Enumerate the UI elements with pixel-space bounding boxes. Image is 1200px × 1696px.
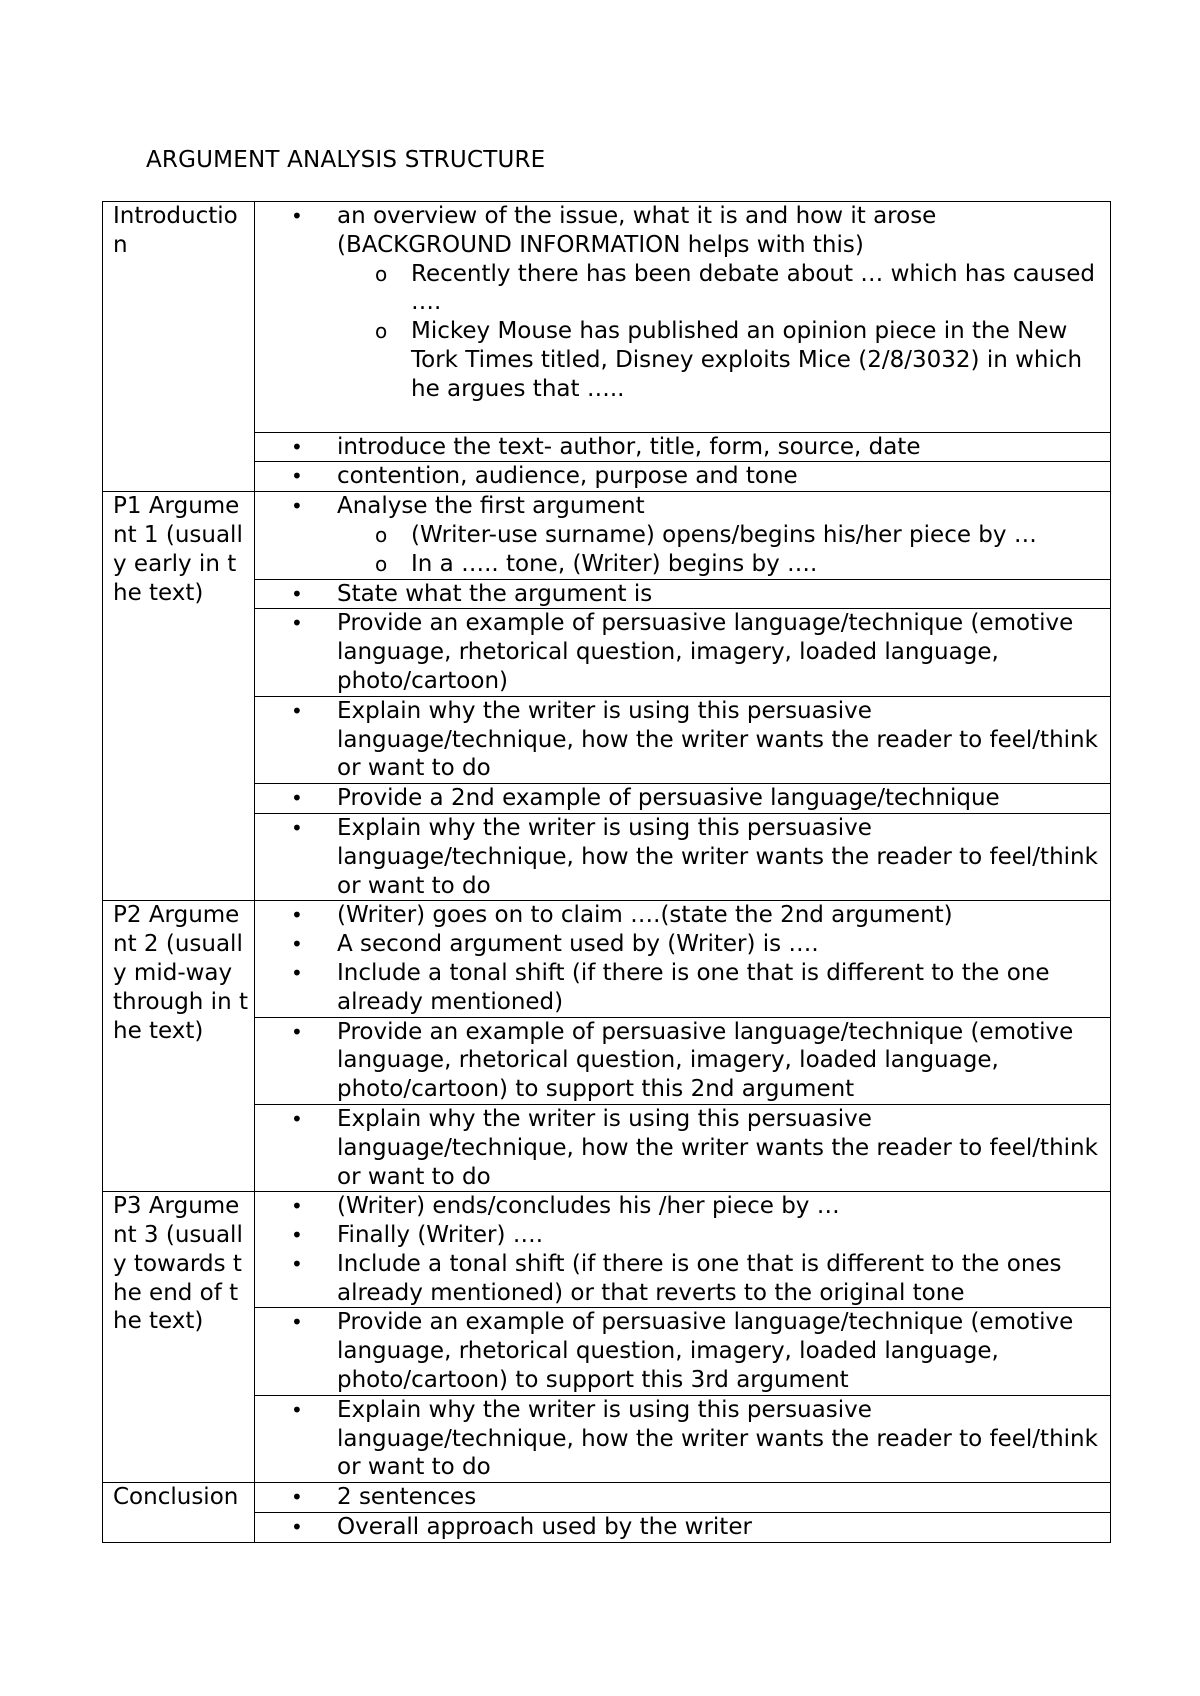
list-item-text: (Writer) ends/concludes his /her piece by … <box>337 1193 840 1220</box>
table-row <box>103 1104 1111 1191</box>
section-label-p3: P3 Argument 3 (usually towards the end of the text) <box>103 1192 255 1483</box>
list-item <box>255 1308 1106 1394</box>
bullet-list <box>255 1105 1106 1191</box>
bullet-list <box>255 492 1106 578</box>
argument-structure-table <box>102 201 1111 1543</box>
sub-list-item-text: In a ….. tone, (Writer) begins by …. <box>411 550 818 577</box>
table-row <box>103 1017 1111 1104</box>
content-cell <box>255 1483 1111 1513</box>
content-cell <box>255 609 1111 696</box>
page-title: ARGUMENT ANALYSIS STRUCTURE <box>146 147 546 173</box>
bullet-icon: • <box>291 1106 303 1131</box>
table-row <box>103 901 1111 1017</box>
bullet-icon: • <box>291 611 303 636</box>
circle-bullet-icon: o <box>375 522 388 547</box>
list-item <box>255 784 1106 813</box>
circle-bullet-icon: o <box>375 319 388 344</box>
table-row <box>103 579 1111 609</box>
bullet-icon: • <box>291 786 303 811</box>
list-item <box>255 433 1106 462</box>
bullet-list <box>255 433 1106 462</box>
list-item-text: Provide an example of persuasive language/technique (emotive language, rhetorical question, imagery, loaded language, photo/cartoon) to support this 2nd argument <box>337 1018 1074 1103</box>
list-item <box>255 930 1106 959</box>
list-item-text: Explain why the writer is using this persuasive language/technique, how the writer wants the reader to feel/think or want to do <box>337 814 1098 899</box>
sub-bullet-list <box>337 521 1106 579</box>
sub-list-item-text: Recently there has been debate about … which has caused …. <box>411 260 1095 316</box>
list-item <box>255 580 1106 609</box>
section-label-conclusion: Conclusion <box>103 1483 255 1543</box>
list-item-text: (Writer) goes on to claim ….(state the 2nd argument) <box>337 902 953 929</box>
list-item-text: Overall approach used by the writer <box>337 1514 752 1541</box>
sub-list-item-text: Mickey Mouse has published an opinion piece in the New Tork Times titled, Disney exploits Mice (2/8/3032) in which he argues that ….. <box>411 318 1083 402</box>
bullet-icon: • <box>291 903 303 928</box>
list-item-text: an overview of the issue, what it is and how it arose (BACKGROUND INFORMATION helps with this) <box>337 203 937 258</box>
sub-list-item <box>337 521 1106 550</box>
list-item-text: Explain why the writer is using this persuasive language/technique, how the writer wants the reader to feel/think or want to do <box>337 1105 1098 1190</box>
content-cell <box>255 1017 1111 1104</box>
list-item <box>255 697 1106 783</box>
bullet-icon: • <box>291 1194 303 1219</box>
content-cell <box>255 696 1111 783</box>
table-row <box>103 813 1111 900</box>
content-cell <box>255 1513 1111 1543</box>
bullet-list <box>255 580 1106 609</box>
section-label-introduction: Introduction <box>103 202 255 492</box>
bullet-icon: • <box>291 1485 303 1510</box>
bullet-icon: • <box>291 1310 303 1335</box>
list-item-text: Provide an example of persuasive language/technique (emotive language, rhetorical question, imagery, loaded language, photo/cartoon) <box>337 610 1074 694</box>
table-row <box>103 492 1111 579</box>
list-item <box>255 814 1106 900</box>
bullet-icon: • <box>291 1019 303 1044</box>
bullet-list <box>255 1483 1106 1512</box>
table-row <box>103 1483 1111 1513</box>
bullet-icon: • <box>291 464 303 489</box>
bullet-list <box>255 1192 1106 1307</box>
content-cell <box>255 492 1111 579</box>
bullet-list <box>255 609 1106 695</box>
list-item <box>255 959 1106 1017</box>
table-row <box>103 1513 1111 1543</box>
list-item <box>255 492 1106 578</box>
list-item <box>255 1018 1106 1104</box>
content-cell <box>255 813 1111 900</box>
bullet-icon: • <box>291 581 303 606</box>
bullet-icon: • <box>291 1515 303 1540</box>
list-item <box>255 1105 1106 1191</box>
table-row <box>103 432 1111 462</box>
bullet-icon: • <box>291 815 303 840</box>
content-cell <box>255 202 1111 433</box>
list-item <box>255 1396 1106 1482</box>
list-item-text: Explain why the writer is using this persuasive language/technique, how the writer wants the reader to feel/think or want to do <box>337 1396 1098 1481</box>
spacer <box>255 404 1106 432</box>
circle-bullet-icon: o <box>375 261 388 286</box>
bullet-list <box>255 1018 1106 1104</box>
bullet-list <box>255 1396 1106 1482</box>
content-cell <box>255 1192 1111 1308</box>
list-item <box>255 1192 1106 1221</box>
bullet-icon: • <box>291 960 303 985</box>
list-item-text: 2 sentences <box>337 1484 477 1511</box>
bullet-list <box>255 1513 1106 1542</box>
bullet-icon: • <box>291 1223 303 1248</box>
content-cell <box>255 901 1111 1017</box>
table-row <box>103 784 1111 814</box>
table-row <box>103 202 1111 433</box>
bullet-list <box>255 462 1106 491</box>
table-row <box>103 609 1111 696</box>
bullet-icon: • <box>291 932 303 957</box>
sub-list-item-text: (Writer-use surname) opens/begins his/her piece by … <box>411 521 1037 548</box>
list-item-text: A second argument used by (Writer) is …. <box>337 931 819 958</box>
bullet-list <box>255 1308 1106 1394</box>
content-cell <box>255 432 1111 462</box>
list-item-text: State what the argument is <box>337 580 653 607</box>
content-cell <box>255 1308 1111 1395</box>
list-item <box>255 901 1106 930</box>
bullet-list <box>255 814 1106 900</box>
bullet-list <box>255 901 1106 1016</box>
list-item-text: Explain why the writer is using this persuasive language/technique, how the writer wants the reader to feel/think or want to do <box>337 697 1098 782</box>
table-row <box>103 462 1111 492</box>
section-label-p2: P2 Argument 2 (usually mid-way through in the text) <box>103 901 255 1192</box>
list-item-text: Include a tonal shift (if there is one that is different to the one already mentioned) <box>337 959 1050 1015</box>
bullet-icon: • <box>291 494 303 519</box>
sub-list-item <box>337 317 1106 403</box>
section-label-p1: P1 Argument 1 (usually early in the text) <box>103 492 255 901</box>
table-row <box>103 696 1111 783</box>
table-row <box>103 1308 1111 1395</box>
bullet-icon: • <box>291 1397 303 1422</box>
list-item <box>255 1221 1106 1250</box>
list-item <box>255 462 1106 491</box>
list-item <box>255 202 1106 404</box>
content-cell <box>255 1395 1111 1482</box>
bullet-icon: • <box>291 434 303 459</box>
list-item-text: Provide an example of persuasive language/technique (emotive language, rhetorical question, imagery, loaded language, photo/cartoon) to support this 3rd argument <box>337 1309 1074 1394</box>
list-item <box>255 1483 1106 1512</box>
list-item-text: Finally (Writer) …. <box>337 1222 544 1249</box>
list-item-text: Include a tonal shift (if there is one that is different to the ones already mentioned) or that reverts to the original tone <box>337 1250 1062 1306</box>
bullet-icon: • <box>291 204 303 228</box>
sub-bullet-list <box>337 260 1106 404</box>
bullet-icon: • <box>291 698 303 723</box>
list-item-text: introduce the text- author, title, form, source, date <box>337 433 921 460</box>
content-cell <box>255 1104 1111 1191</box>
bullet-list <box>255 202 1106 404</box>
list-item-text: Provide a 2nd example of persuasive language/technique <box>337 785 1000 812</box>
bullet-icon: • <box>291 1251 303 1276</box>
circle-bullet-icon: o <box>375 551 388 576</box>
content-cell <box>255 462 1111 492</box>
list-item <box>255 1513 1106 1542</box>
content-cell <box>255 579 1111 609</box>
list-item <box>255 1250 1106 1308</box>
table-row <box>103 1395 1111 1482</box>
bullet-list <box>255 784 1106 813</box>
sub-list-item <box>337 550 1106 579</box>
list-item-text: contention, audience, purpose and tone <box>337 463 798 490</box>
content-cell <box>255 784 1111 814</box>
list-item-text: Analyse the first argument <box>337 493 645 520</box>
sub-list-item <box>337 260 1106 318</box>
bullet-list <box>255 697 1106 783</box>
list-item <box>255 609 1106 695</box>
table-row <box>103 1192 1111 1308</box>
